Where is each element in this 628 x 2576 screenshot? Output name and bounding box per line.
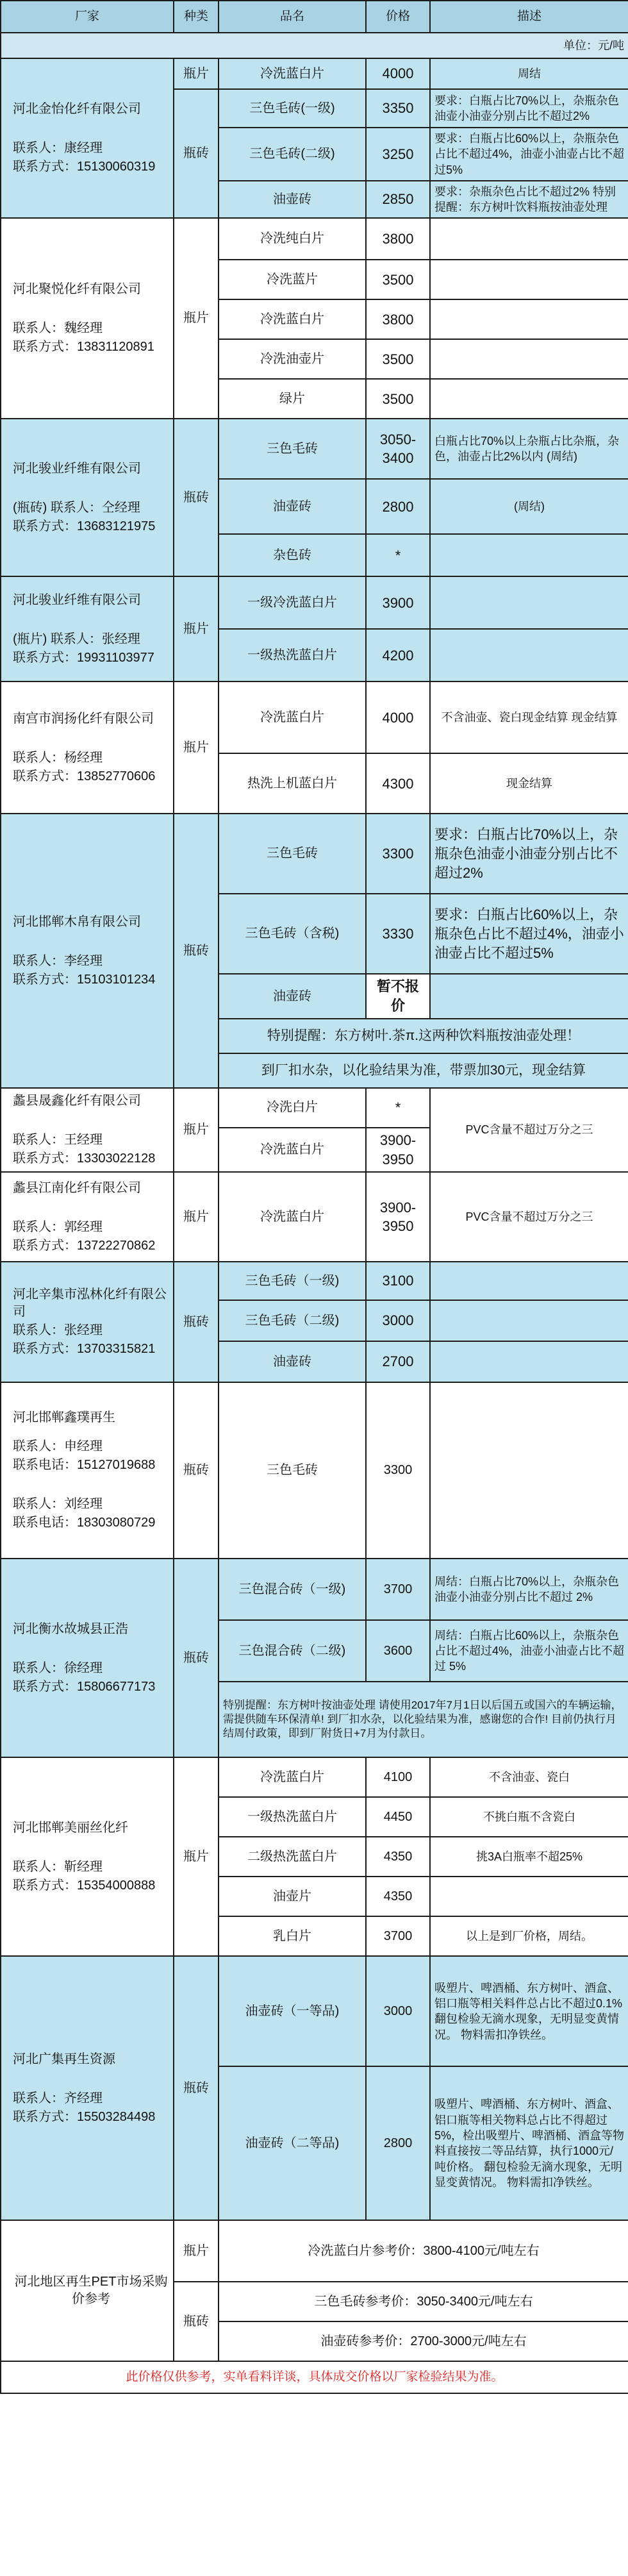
contact-name: (瓶砖) 联系人：仝经理 [13,500,140,515]
company-name: 河北邯郸鑫璞再生 [13,1410,115,1425]
vendor-cell [1,1262,174,1382]
table-row [1,1262,628,1300]
footer-row [1,2361,628,2393]
price-value: 3000 [366,1300,430,1341]
special-note: 特别提醒：东方树叶按油壶处理 请使用2017年7月1日以后国五或国六的车辆运输，需提供随车环保清单! 到厂扣水杂，以化验结果为准，感谢您的合作! 目前仍执行月结周付政策，即到厂附货日+7月为付款日。 [219,1682,628,1757]
product-desc [430,974,628,1018]
price-value: * [366,534,430,576]
vendor-cell [1,1559,174,1757]
product-name: 冷洗白片 [219,1088,366,1128]
kind-cell: 瓶片 [174,2220,219,2282]
product-desc: 现金结算 [430,753,628,814]
table-row [1,576,628,629]
company-name: 河北广集再生资源 [13,2052,115,2066]
product-desc: 不含油壶、瓷白 [430,1757,628,1797]
product-name: 冷洗油壶片 [219,339,366,379]
company-name: 蠡县江南化纤有限公司 [13,1180,141,1195]
kind-cell: 瓶片 [174,1172,219,1262]
table-row [1,2220,628,2282]
product-name: 三色毛砖 [219,1382,366,1559]
price-value: 3800 [366,218,430,260]
price-value: 2700 [366,1341,430,1382]
kind-cell: 瓶砖 [174,2282,219,2361]
kind-cell: 瓶砖 [174,1262,219,1382]
contact-phone: 联系方式：15354000888 [13,1878,156,1893]
product-desc: 要求：白瓶占比60%以上，杂瓶杂色占比不超过4%，油壶小油壶占比不超过5% [430,128,628,181]
product-desc: 不含油壶、瓷白现金结算 现金结算 [430,682,628,753]
contact-name: 联系人：申经理 [13,1439,103,1454]
product-desc [430,218,628,260]
header-vendor: 厂家 [1,1,174,33]
product-name: 油壶砖 [219,974,366,1018]
company-name: 河北邯郸木帛有限公司 [13,914,141,929]
product-desc: 要求：白瓶占比70%以上，杂瓶杂色油壶小油壶分别占比不超过2% [430,89,628,128]
company-name: 河北衡水故城县正浩 [13,1621,128,1636]
vendor-cell [1,218,174,419]
kind-cell: 瓶砖 [174,1559,219,1757]
contact-phone: 联系方式：15503284498 [13,2109,156,2124]
contact-phone: 联系方式：13831120891 [13,340,154,355]
product-name: 冷洗蓝白片 [219,682,366,753]
kind-cell: 瓶砖 [174,1382,219,1559]
product-desc: (周结) [430,479,628,534]
settlement-note: 到厂扣水杂，以化验结果为准，带票加30元，现金结算 [219,1053,628,1088]
contact-name: 联系人：王经理 [13,1133,103,1148]
product-name: 三色毛砖（含税) [219,894,366,974]
kind-cell: 瓶砖 [174,1956,219,2220]
contact-phone: 联系方式：15806677173 [13,1679,156,1694]
product-desc: 周结 [430,58,628,89]
product-desc [430,1341,628,1382]
table-row [1,1088,628,1128]
product-desc: 周结：白瓶占比70%以上，杂瓶杂色油壶小油壶分别占比不超过 2% [430,1559,628,1620]
header-price: 价格 [366,1,430,33]
table-row [1,682,628,753]
contact-phone: 联系方式：13852770606 [13,769,156,783]
product-name: 三色毛砖（一级) [219,1262,366,1300]
header-desc: 描述 [430,1,628,33]
price-value: 3050-3400 [366,419,430,479]
header-kind: 种类 [174,1,219,33]
price-value: 3600 [366,1620,430,1682]
product-name: 冷洗蓝白片 [219,1128,366,1172]
contact-name: 联系人：康经理 [13,141,103,156]
contact-phone: 联系电话：18303080729 [13,1516,156,1530]
price-value: 4350 [366,1837,430,1877]
price-value: * [366,1088,430,1128]
disclaimer: 此价格仅供参考，实单看料详谈，具体成交价格以厂家检验结果为准。 [1,2361,628,2393]
table-header-row [1,1,628,33]
product-name: 杂色砖 [219,534,366,576]
kind-cell: 瓶片 [174,1757,219,1956]
price-value: 3700 [366,1916,430,1956]
product-name: 三色毛砖 [219,419,366,479]
contact-name: 联系人：李经理 [13,953,103,968]
price-value: 3350 [366,89,430,128]
product-desc: 要求：白瓶占比60%以上，杂瓶杂色占比不超过4%，油壶小油壶占比不超过5% [430,894,628,974]
reference-price: 油壶砖参考价：2700-3000元/吨左右 [219,2321,628,2361]
product-desc [430,1300,628,1341]
table-row [1,419,628,479]
vendor-cell [1,1172,174,1262]
price-value: 2850 [366,181,430,219]
product-name: 冷洗蓝白片 [219,58,366,89]
product-desc: PVC含量不超过万分之三 [430,1172,628,1262]
price-value: 暂不报价 [366,974,430,1018]
contact-phone: 联系方式：13703315821 [13,1342,156,1357]
price-value: 3700 [366,1559,430,1620]
product-desc [430,260,628,299]
product-desc: 吸塑片、啤酒桶、东方树叶、酒盒、铝口瓶等相关物料总占比不得超过5%，检出吸塑片、啤酒桶、酒盒等物料直接按二等品结算，执行1000元/吨价格。 翻包检验无滴水现象，无明显变黄情况。 物料需扣净铁丝。 [430,2066,628,2220]
product-name: 三色毛砖(二级) [219,128,366,181]
price-value: 4000 [366,58,430,89]
price-value: 3900-3950 [366,1172,430,1262]
contact-phone: 联系方式：15130060319 [13,160,156,174]
price-value: 4100 [366,1757,430,1797]
price-value: 4200 [366,629,430,682]
contact-name: (瓶片) 联系人：张经理 [13,631,140,646]
product-desc [430,299,628,339]
price-value: 3300 [366,814,430,894]
product-desc [430,339,628,379]
product-name: 三色混合砖（一级) [219,1559,366,1620]
price-value: 3300 [366,1382,430,1559]
vendor-cell [1,682,174,814]
product-name: 油壶片 [219,1877,366,1916]
product-desc [430,534,628,576]
price-value: 3330 [366,894,430,974]
kind-cell: 瓶片 [174,576,219,682]
contact-phone: 联系方式：15103101234 [13,972,156,987]
product-name: 冷洗蓝白片 [219,299,366,339]
product-desc [430,1382,628,1559]
price-value: 3000 [366,1956,430,2066]
kind-cell: 瓶片 [174,1088,219,1172]
table-row [1,1757,628,1797]
reference-price: 冷洗蓝白片参考价：3800-4100元/吨左右 [219,2220,628,2282]
contact-name: 联系人：杨经理 [13,750,103,765]
product-desc [430,1262,628,1300]
product-name: 油壶砖 [219,1341,366,1382]
unit-label: 单位：元/吨 [1,33,628,58]
product-desc: 白瓶占比70%以上杂瓶占比杂瓶，杂色，油壶占比2%以内 (周结) [430,419,628,479]
unit-row [1,33,628,58]
reference-price: 三色毛砖参考价：3050-3400元/吨左右 [219,2282,628,2321]
special-note: 特别提醒：东方树叶.茶π.这两种饮料瓶按油壶处理！ [219,1019,628,1053]
table-row [1,1956,628,2066]
product-desc: 要求：白瓶占比70%以上，杂瓶杂色油壶小油壶分别占比不超过2% [430,814,628,894]
product-desc: 要求：杂瓶杂色占比不超过2% 特别提醒：东方树叶饮料瓶按油壶处理 [430,181,628,219]
contact-name: 联系人：徐经理 [13,1660,103,1675]
table-row [1,814,628,894]
vendor-cell [1,576,174,682]
product-desc [430,1877,628,1916]
product-name: 一级热洗蓝白片 [219,629,366,682]
table-row [1,1382,628,1559]
product-name: 三色毛砖（二级) [219,1300,366,1341]
price-value: 3900-3950 [366,1128,430,1172]
vendor-cell [1,58,174,218]
product-desc: 周结：白瓶占比60%以上，杂瓶杂色占比不超过4%，油壶小油壶占比不超过 5% [430,1620,628,1682]
kind-cell: 瓶砖 [174,89,219,218]
market-reference-title: 河北地区再生PET市场采购价参考 [1,2220,174,2361]
product-desc [430,576,628,629]
kind-cell: 瓶片 [174,218,219,419]
price-value: 3900 [366,576,430,629]
price-value: 3800 [366,299,430,339]
price-value: 3500 [366,339,430,379]
table-row [1,218,628,260]
contact-name: 联系人：靳经理 [13,1859,103,1874]
product-name: 油壶砖（一等品) [219,1956,366,2066]
vendor-cell [1,814,174,1087]
price-value: 4300 [366,753,430,814]
product-name: 三色混合砖（二级) [219,1620,366,1682]
company-name: 河北邯郸美丽丝化纤 [13,1820,128,1835]
contact-phone: 联系电话：15127019688 [13,1458,156,1473]
product-name: 冷洗纯白片 [219,218,366,260]
product-name: 二级热洗蓝白片 [219,1837,366,1877]
company-name: 河北金怡化纤有限公司 [13,102,141,117]
table-row [1,58,628,89]
contact-name: 联系人：魏经理 [13,321,103,336]
product-desc: 以上是到厂价格，周结。 [430,1916,628,1956]
price-value: 2800 [366,2066,430,2220]
product-name: 油壶砖（二等品) [219,2066,366,2220]
contact-phone: 联系方式：13683121975 [13,519,156,533]
product-desc [430,379,628,419]
vendor-cell [1,1382,174,1559]
price-value: 3250 [366,128,430,181]
table-row [1,1172,628,1262]
product-name: 绿片 [219,379,366,419]
contact-phone: 联系方式：19931103977 [13,650,154,665]
product-name: 冷洗蓝白片 [219,1172,366,1262]
company-name: 河北骏业纤维有限公司 [13,461,141,476]
product-name: 油壶砖 [219,181,366,219]
price-value: 4450 [366,1797,430,1837]
kind-cell: 瓶砖 [174,814,219,1087]
product-desc: 不挑白瓶不含瓷白 [430,1797,628,1837]
price-value: 4000 [366,682,430,753]
price-value: 3500 [366,260,430,299]
vendor-cell [1,1088,174,1172]
table-row [1,1559,628,1620]
product-name: 一级冷洗蓝白片 [219,576,366,629]
contact-name: 联系人：张经理 [13,1323,103,1338]
contact-phone: 联系方式：13722270862 [13,1238,156,1253]
product-name: 三色毛砖(一级) [219,89,366,128]
header-product: 品名 [219,1,366,33]
product-name: 冷洗蓝片 [219,260,366,299]
kind-cell: 瓶片 [174,682,219,814]
kind-cell: 瓶片 [174,58,219,89]
company-name: 河北骏业纤维有限公司 [13,592,141,607]
price-value: 3500 [366,379,430,419]
product-name: 油壶砖 [219,479,366,534]
product-desc [430,629,628,682]
product-desc: 吸塑片、啤酒桶、东方树叶、酒盒、铝口瓶等相关料件总占比不超过0.1% 翻包检验无滴水现象，无明显变黄情况。 物料需扣净铁丝。 [430,1956,628,2066]
vendor-cell [1,419,174,576]
contact-phone: 联系方式：13303022128 [13,1151,156,1166]
vendor-cell [1,1757,174,1956]
company-name: 蠡县晟鑫化纤有限公司 [13,1094,141,1108]
product-name: 热洗上机蓝白片 [219,753,366,814]
price-value: 2800 [366,479,430,534]
product-name: 一级热洗蓝白片 [219,1797,366,1837]
product-desc: 挑3A白瓶率不超25% [430,1837,628,1877]
kind-cell: 瓶砖 [174,419,219,576]
company-name: 南宫市润扬化纤有限公司 [13,711,154,726]
vendor-cell [1,1956,174,2220]
product-desc: PVC含量不超过万分之三 [430,1088,628,1172]
product-name: 冷洗蓝白片 [219,1757,366,1797]
price-value: 3100 [366,1262,430,1300]
product-name: 三色毛砖 [219,814,366,894]
company-name: 河北辛集市泓林化纤有限公司 [13,1287,167,1319]
price-value: 4350 [366,1877,430,1916]
contact-name: 联系人：刘经理 [13,1497,103,1512]
product-name: 乳白片 [219,1916,366,1956]
contact-name: 联系人：齐经理 [13,2091,103,2105]
company-name: 河北聚悦化纤有限公司 [13,282,141,297]
contact-name: 联系人：郭经理 [13,1219,103,1234]
